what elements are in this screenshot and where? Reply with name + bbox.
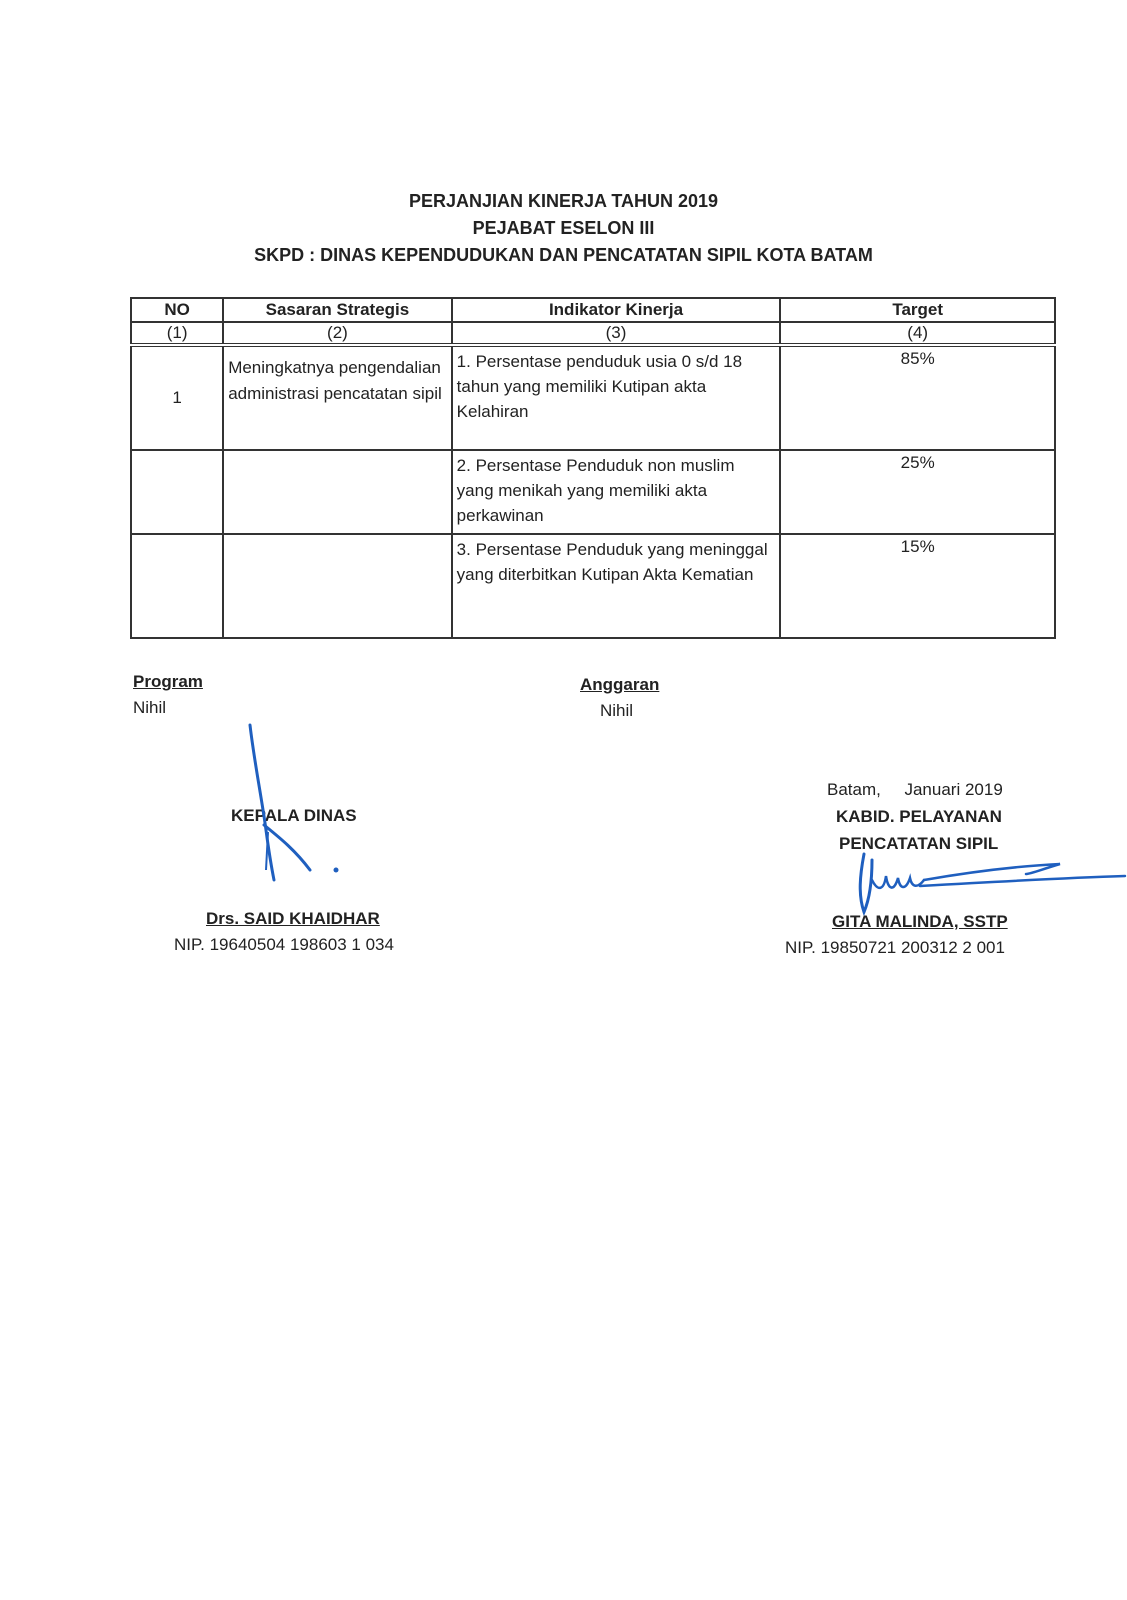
table-row <box>131 450 1055 534</box>
table-row <box>131 345 1055 450</box>
header-title: PERJANJIAN KINERJA TAHUN 2019 <box>408 191 719 211</box>
cell-no: 1 <box>131 345 223 450</box>
document-header <box>0 188 1127 269</box>
anggaran-label: Anggaran <box>580 675 660 694</box>
sasaran-text: Meningkatnya pengendalian administrasi pencatatan sipil <box>228 358 442 403</box>
cell-sasaran <box>223 345 451 450</box>
right-signatory-name: GITA MALINDA, SSTP <box>832 912 1008 931</box>
cell-indikator <box>452 345 781 450</box>
header-sasaran: Sasaran Strategis <box>223 298 451 322</box>
left-signatory-nip: NIP. 19640504 198603 1 034 <box>174 935 394 954</box>
left-signatory-title: KEPALA DINAS <box>231 806 357 825</box>
cell-target: 85% <box>780 345 1055 450</box>
indikator-text: 1. Persentase penduduk usia 0 s/d 18 tahun yang memiliki Kutipan akta Kelahiran <box>456 352 743 421</box>
right-signatory-title-2: PENCATATAN SIPIL <box>839 834 999 853</box>
header-skpd: SKPD : DINAS KEPENDUDUKAN DAN PENCATATAN SIPIL KOTA BATAM <box>254 245 873 265</box>
colnum-1: (1) <box>131 322 223 345</box>
indikator-text: 3. Persentase Penduduk yang meninggal yang diterbitkan Kutipan Akta Kematian <box>456 540 768 584</box>
header-indikator: Indikator Kinerja <box>452 298 781 322</box>
cell-indikator <box>452 534 781 638</box>
colnum-2: (2) <box>223 322 451 345</box>
column-number-row <box>131 322 1055 345</box>
cell-target: 25% <box>780 450 1055 534</box>
program-value: Nihil <box>133 698 167 717</box>
left-signatory-name: Drs. SAID KHAIDHAR <box>206 909 380 928</box>
right-signatory-nip: NIP. 19850721 200312 2 001 <box>785 938 1005 957</box>
left-signature-icon <box>240 720 350 890</box>
cell-no <box>131 450 223 534</box>
cell-sasaran <box>223 450 451 534</box>
table-row <box>131 534 1055 638</box>
colnum-4: (4) <box>780 322 1055 345</box>
header-subtitle: PEJABAT ESELON III <box>472 218 655 238</box>
header-target: Target <box>780 298 1055 322</box>
right-signatory-title-1: KABID. PELAYANAN <box>836 807 1002 826</box>
cell-indikator <box>452 450 781 534</box>
colnum-3: (3) <box>452 322 781 345</box>
table-header-row <box>131 298 1055 322</box>
cell-sasaran <box>223 534 451 638</box>
anggaran-value: Nihil <box>600 701 634 720</box>
program-label: Program <box>133 672 203 691</box>
place-date: Batam, Januari 2019 <box>827 780 1003 799</box>
performance-table <box>130 297 1056 639</box>
cell-target: 15% <box>780 534 1055 638</box>
cell-no <box>131 534 223 638</box>
indikator-text: 2. Persentase Penduduk non muslim yang menikah yang memiliki akta perkawinan <box>456 456 735 525</box>
header-no: NO <box>131 298 223 322</box>
